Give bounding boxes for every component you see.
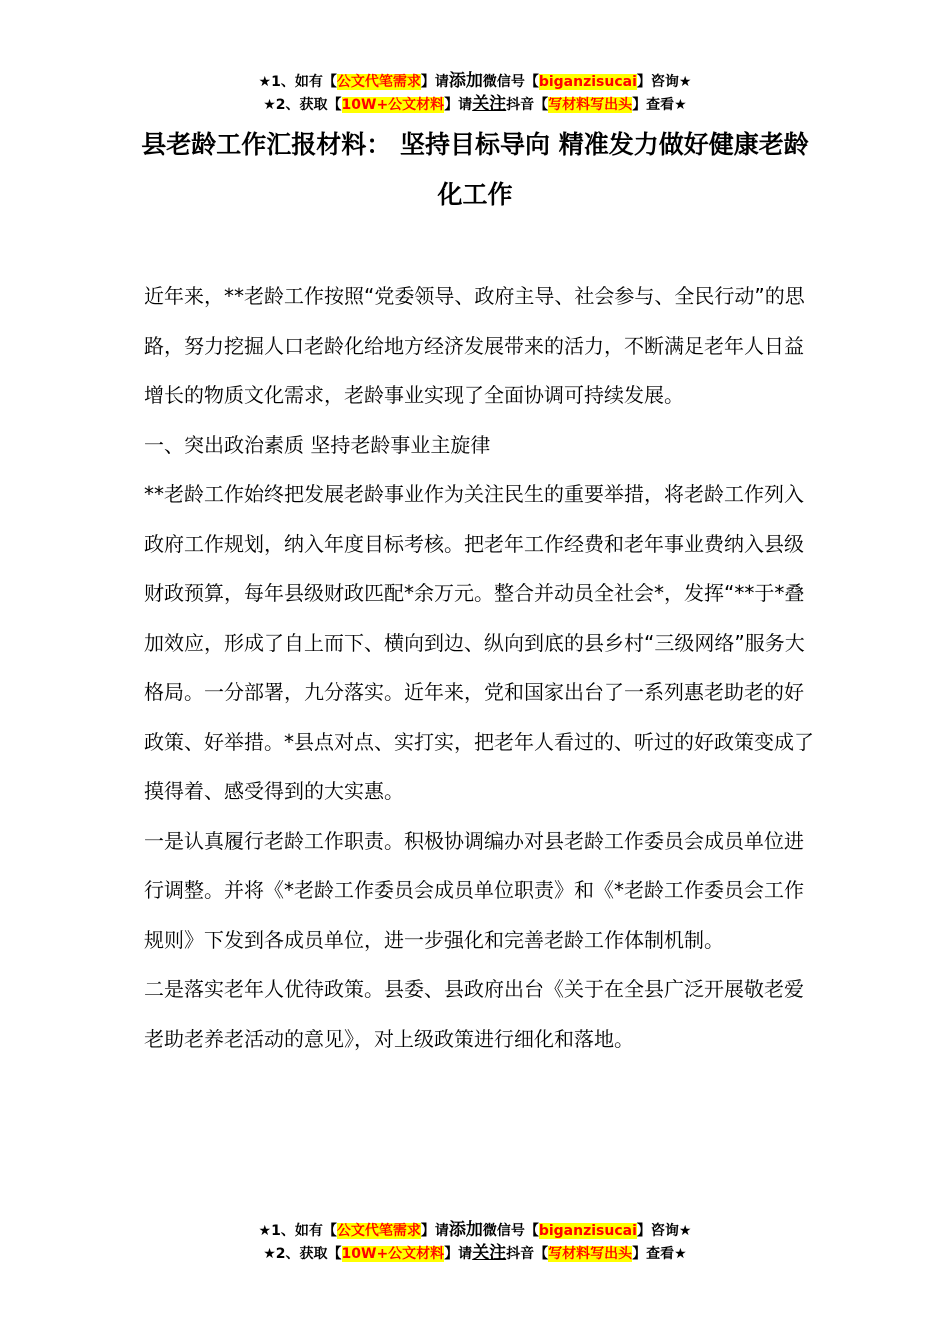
promo-wechat-id: biganzisucai [538, 74, 637, 90]
body-paragraph: 一是认真履行老龄工作职责。积极协调编办对县老龄工作委员会成员单位进行调整。并将《*老龄工作委员会成员单位职责》和《*老龄工作委员会工作规则》下发到各成员单位，进一步强化和完善老龄工作体制机制。 [144, 828, 804, 952]
promo-text: ★1、如有【 [258, 1223, 337, 1239]
promo-text: 】请 [444, 97, 473, 113]
section-heading: 一、突出政治素质 坚持老龄事业主旋律 [144, 432, 491, 457]
promo-text: 】咨询★ [636, 1223, 692, 1239]
promo-emphasis: 关注 [472, 1243, 507, 1263]
promo-text: ★2、获取【 [263, 1246, 342, 1262]
promo-highlight: 10W+公文材料 [341, 1246, 445, 1262]
body-paragraph: 近年来，**老龄工作按照“党委领导、政府主导、社会参与、全民行动”的思路，努力挖掘人口老龄化给地方经济发展带来的活力，不断满足老年人日益增长的物质文化需求，老龄事业实现了全面协调可持续发展。 [144, 284, 805, 407]
promo-text: 微信号【 [482, 1223, 539, 1239]
promo-banner-top [0, 70, 950, 116]
promo-douyin-account: 写材料写出头 [548, 97, 633, 113]
promo-banner-bottom [0, 1219, 950, 1265]
promo-text: 抖音【 [506, 1246, 549, 1262]
promo-line-2 [0, 93, 950, 116]
promo-text: 】查看★ [632, 1246, 687, 1262]
document-body [144, 272, 814, 1064]
promo-line-1 [0, 1219, 950, 1242]
promo-text: 】查看★ [632, 97, 687, 113]
promo-text: 】请 [444, 1246, 473, 1262]
promo-text: 】请 [420, 74, 449, 90]
promo-highlight: 公文代笔需求 [336, 74, 421, 90]
promo-highlight: 公文代笔需求 [336, 1223, 421, 1239]
promo-text: 】请 [420, 1223, 449, 1239]
promo-highlight: 10W+公文材料 [341, 97, 445, 113]
body-paragraph: **老龄工作始终把发展老龄事业作为关注民生的重要举措，将老龄工作列入政府工作规划，纳入年度目标考核。把老年工作经费和老年事业费纳入县级财政预算，每年县级财政匹配*余万元。整合并动员全社会*，发挥“**于*叠加效应，形成了自上而下、横向到边、纵向到底的县乡村“三级网络”服务大格局。一分部署，九分落实。近年来，党和国家出台了一系列惠老助老的好政策、好举措。*县点对点、实打实，把老年人看过的、听过的好政策变成了摸得着、感受得到的大实惠。 [144, 482, 814, 803]
promo-text: ★2、获取【 [263, 97, 342, 113]
promo-text: ★1、如有【 [258, 74, 337, 90]
document-title: 县老龄工作汇报材料： 坚持目标导向 精准发力做好健康老龄化工作 [141, 130, 809, 209]
body-paragraph: 二是落实老年人优待政策。县委、县政府出台《关于在全县广泛开展敬老爱老助老养老活动的意见》，对上级政策进行细化和落地。 [144, 977, 804, 1051]
promo-emphasis: 添加 [448, 71, 483, 91]
promo-text: 微信号【 [482, 74, 539, 90]
promo-emphasis: 添加 [448, 1220, 483, 1240]
promo-douyin-account: 写材料写出头 [548, 1246, 633, 1262]
promo-text: 抖音【 [506, 97, 549, 113]
promo-line-1 [0, 70, 950, 93]
promo-wechat-id: biganzisucai [538, 1223, 637, 1239]
promo-emphasis: 关注 [472, 94, 507, 114]
promo-line-2 [0, 1242, 950, 1265]
promo-text: 】咨询★ [636, 74, 692, 90]
